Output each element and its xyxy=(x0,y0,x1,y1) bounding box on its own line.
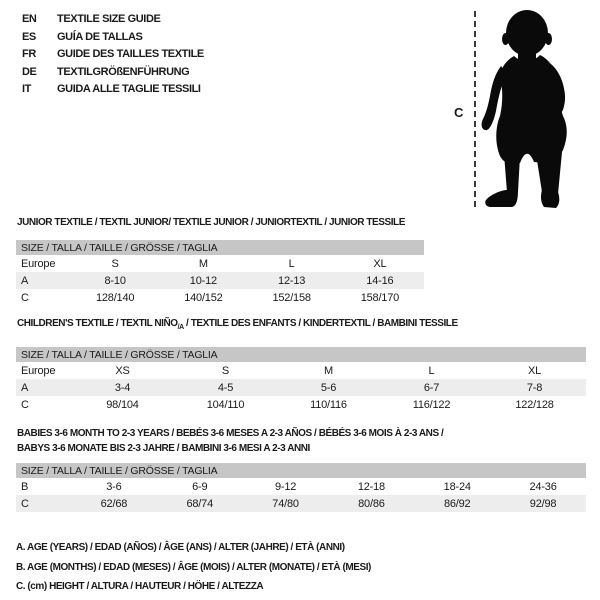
height-cell: 86/92 xyxy=(414,495,500,512)
table-row xyxy=(16,478,586,495)
babies-section xyxy=(16,426,586,512)
language-title: TEXTILE SIZE GUIDE xyxy=(57,13,161,25)
title-subscript: /A xyxy=(177,324,184,331)
row-label: A xyxy=(16,379,71,396)
language-row xyxy=(22,81,204,99)
height-cell: 74/80 xyxy=(243,495,329,512)
language-row xyxy=(22,29,204,47)
table-row xyxy=(16,289,424,306)
junior-size-table xyxy=(16,240,424,306)
height-cell: 116/122 xyxy=(412,398,451,411)
children-section xyxy=(16,318,586,413)
age-cell: 14-16 xyxy=(336,272,424,289)
children-section-title xyxy=(17,318,586,333)
height-measure-label: C xyxy=(454,105,464,120)
age-cell: 3-6 xyxy=(106,480,122,493)
babies-section-title xyxy=(17,426,586,456)
age-cell: 6-7 xyxy=(380,379,483,396)
language-list xyxy=(22,11,204,99)
language-code: DE xyxy=(22,65,37,78)
language-code: EN xyxy=(22,13,37,25)
row-label: C xyxy=(21,291,29,304)
children-size-table xyxy=(16,347,586,413)
height-cell: 80/86 xyxy=(328,495,414,512)
age-cell: 5-6 xyxy=(277,379,380,396)
size-cell: M xyxy=(198,257,208,270)
size-cell: S xyxy=(111,257,119,270)
babies-size-table xyxy=(16,463,586,512)
size-header-bar: SIZE / TALLA / TAILLE / GRÖSSE / TAGLIA xyxy=(16,347,586,362)
legend-note-a: A. AGE (YEARS) / EDAD (AÑOS) / ÂGE (ANS) / ALTER (JAHRE) / ETÀ (ANNI) xyxy=(16,542,345,553)
language-code: ES xyxy=(22,30,36,43)
size-header-bar: SIZE / TALLA / TAILLE / GRÖSSE / TAGLIA xyxy=(16,240,424,255)
size-cell: XL xyxy=(527,364,542,377)
junior-section-title: JUNIOR TEXTILE / TEXTIL JUNIOR/ TEXTILE JUNIOR / JUNIORTEXTIL / JUNIOR TESSILE xyxy=(17,217,405,228)
height-cell: 68/74 xyxy=(157,495,243,512)
title-text: CHILDREN'S TEXTILE / TEXTIL NIÑO xyxy=(17,318,178,329)
age-cell: 3-4 xyxy=(71,379,174,396)
height-cell: 122/128 xyxy=(515,398,554,411)
legend-notes xyxy=(16,538,371,597)
height-cell: 140/152 xyxy=(184,291,223,304)
row-label: A xyxy=(16,272,71,289)
age-cell: 8-10 xyxy=(71,272,159,289)
row-label: C xyxy=(16,495,71,512)
language-row xyxy=(22,46,204,64)
language-row xyxy=(22,11,204,29)
table-row xyxy=(16,396,586,413)
height-cell: 152/158 xyxy=(272,291,311,304)
baby-silhouette-image xyxy=(480,6,580,208)
height-cell: 110/116 xyxy=(310,398,347,411)
table-row xyxy=(16,362,586,379)
language-title: GUÍA DE TALLAS xyxy=(57,30,143,43)
age-cell: 18-24 xyxy=(443,480,471,493)
height-cell: 104/110 xyxy=(206,398,245,411)
table-row xyxy=(16,272,424,289)
age-cell: 7-8 xyxy=(483,379,586,396)
language-title: TEXTILGRÖßENFÜHRUNG xyxy=(57,65,190,78)
age-cell: 12-13 xyxy=(248,272,336,289)
title-text: / TEXTILE DES ENFANTS / KINDERTEXTIL / BAMBINI TESSILE xyxy=(183,318,458,329)
height-measure-line xyxy=(474,11,476,207)
legend-note-c: C. (cm) HEIGHT / ALTURA / HAUTEUR / HÖHE / ALTEZZA xyxy=(16,581,264,592)
row-label: Europe xyxy=(21,364,56,377)
row-label: Europe xyxy=(21,257,56,270)
language-code: IT xyxy=(22,83,31,95)
age-cell: 12-18 xyxy=(357,480,385,493)
language-code: FR xyxy=(22,48,36,60)
height-cell: 62/68 xyxy=(71,495,157,512)
size-cell: L xyxy=(428,364,435,377)
height-cell: 158/170 xyxy=(360,291,400,304)
height-cell: 98/104 xyxy=(106,398,139,411)
height-cell: 128/140 xyxy=(95,291,135,304)
legend-note-b: B. AGE (MONTHS) / EDAD (MESES) / ÂGE (MOIS) / ALTER (MONATE) / ETÀ (MESI) xyxy=(16,561,371,573)
size-cell: M xyxy=(324,364,333,377)
table-row xyxy=(16,255,424,272)
size-cell: S xyxy=(221,364,230,377)
language-title: GUIDE DES TAILLES TEXTILE xyxy=(57,48,204,60)
row-label: C xyxy=(21,398,29,411)
size-cell: L xyxy=(288,257,295,270)
table-row xyxy=(16,495,586,512)
title-line: BABYS 3-6 MONATE BIS 2-3 JAHRE / BAMBINI 3-6 MESI A 2-3 ANNI xyxy=(17,443,310,454)
size-cell: XL xyxy=(373,257,387,270)
age-cell: 6-9 xyxy=(192,480,208,493)
age-cell: 4-5 xyxy=(174,379,277,396)
table-row xyxy=(16,379,586,396)
language-row xyxy=(22,64,204,82)
age-cell: 24-36 xyxy=(529,480,557,493)
age-cell: 10-12 xyxy=(159,272,247,289)
row-label: B xyxy=(21,480,29,493)
size-header-bar: SIZE / TALLA / TAILLE / GRÖSSE / TAGLIA xyxy=(16,463,586,478)
size-cell: XS xyxy=(115,364,130,377)
title-line: BABIES 3-6 MONTH TO 2-3 YEARS / BEBÉS 3-6 MESES A 2-3 AÑOS / BÉBÉS 3-6 MOIS À 2-3 ANS / xyxy=(17,428,444,439)
age-cell: 9-12 xyxy=(274,480,297,493)
height-cell: 92/98 xyxy=(500,495,586,512)
language-title: GUIDA ALLE TAGLIE TESSILI xyxy=(57,83,201,95)
junior-section xyxy=(16,217,424,306)
